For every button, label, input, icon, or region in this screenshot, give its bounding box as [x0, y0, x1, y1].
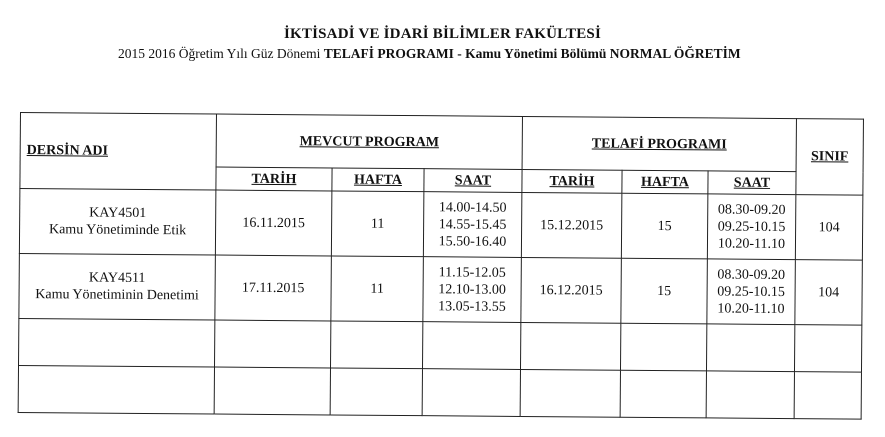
table-row [19, 189, 863, 261]
current-week: 11 [331, 256, 424, 322]
header-classroom: SINIF [796, 119, 864, 196]
time-slot: 14.00-14.50 [438, 199, 507, 216]
faculty-title: İKTİSADİ VE İDARİ BİLİMLER FAKÜLTESİ [283, 26, 601, 42]
time-slot: 14.55-15.45 [438, 216, 507, 233]
current-times [423, 192, 522, 258]
header-current-date: TARİH [216, 167, 332, 191]
course-name: Kamu Yönetiminde Etik [48, 222, 187, 239]
course-code: KAY4511 [88, 270, 146, 286]
header-current-program: MEVCUT PROGRAM [216, 114, 522, 169]
current-times [423, 257, 522, 323]
time-slot: 09.25-10.15 [717, 283, 786, 300]
current-date: 16.11.2015 [215, 190, 332, 256]
course-cell [19, 189, 216, 256]
subtitle-program: TELAFİ PROGRAMI - Kamu Yönetimi Bölümü NORMAL ÖĞRETİM [323, 46, 741, 61]
time-slot: 08.30-09.20 [717, 201, 786, 218]
time-slot: 10.20-11.10 [717, 235, 786, 252]
makeup-week: 15 [621, 258, 708, 324]
makeup-schedule-table [18, 112, 864, 420]
classroom: 104 [795, 195, 863, 261]
makeup-week: 15 [621, 193, 708, 259]
header-row [20, 113, 863, 173]
header-course: DERSİN ADI [20, 113, 217, 191]
current-date: 17.11.2015 [215, 255, 332, 321]
makeup-date: 16.12.2015 [521, 257, 622, 323]
time-slot: 15.50-16.40 [438, 233, 507, 250]
classroom: 104 [795, 260, 863, 326]
time-slot: 09.25-10.15 [717, 218, 786, 235]
time-slot: 12.10-13.00 [438, 281, 507, 298]
time-slot: 11.15-12.05 [438, 264, 506, 281]
makeup-times [707, 259, 796, 325]
time-slot: 10.20-11.10 [717, 300, 785, 317]
makeup-times [707, 194, 796, 260]
header-makeup-time: SAAT [708, 171, 796, 195]
empty-row [19, 318, 862, 372]
course-name: Kamu Yönetiminin Denetimi [35, 287, 199, 304]
course-cell [19, 253, 216, 320]
table-row [19, 253, 863, 325]
header-makeup-program: TELAFİ PROGRAMI [522, 116, 796, 171]
header-current-time: SAAT [424, 169, 522, 193]
time-slot: 08.30-09.20 [717, 266, 786, 283]
empty-row [18, 365, 861, 419]
makeup-date: 15.12.2015 [521, 192, 622, 258]
time-slot: 13.05-13.55 [438, 298, 506, 315]
header-makeup-date: TARİH [522, 169, 622, 193]
document-subtitle [118, 46, 741, 62]
header-makeup-week: HAFTA [622, 170, 708, 194]
current-week: 11 [331, 191, 424, 257]
subtitle-term: 2015 2016 Öğretim Yılı Güz Dönemi [118, 46, 324, 61]
course-code: KAY4501 [89, 205, 147, 221]
header-current-week: HAFTA [332, 168, 424, 192]
